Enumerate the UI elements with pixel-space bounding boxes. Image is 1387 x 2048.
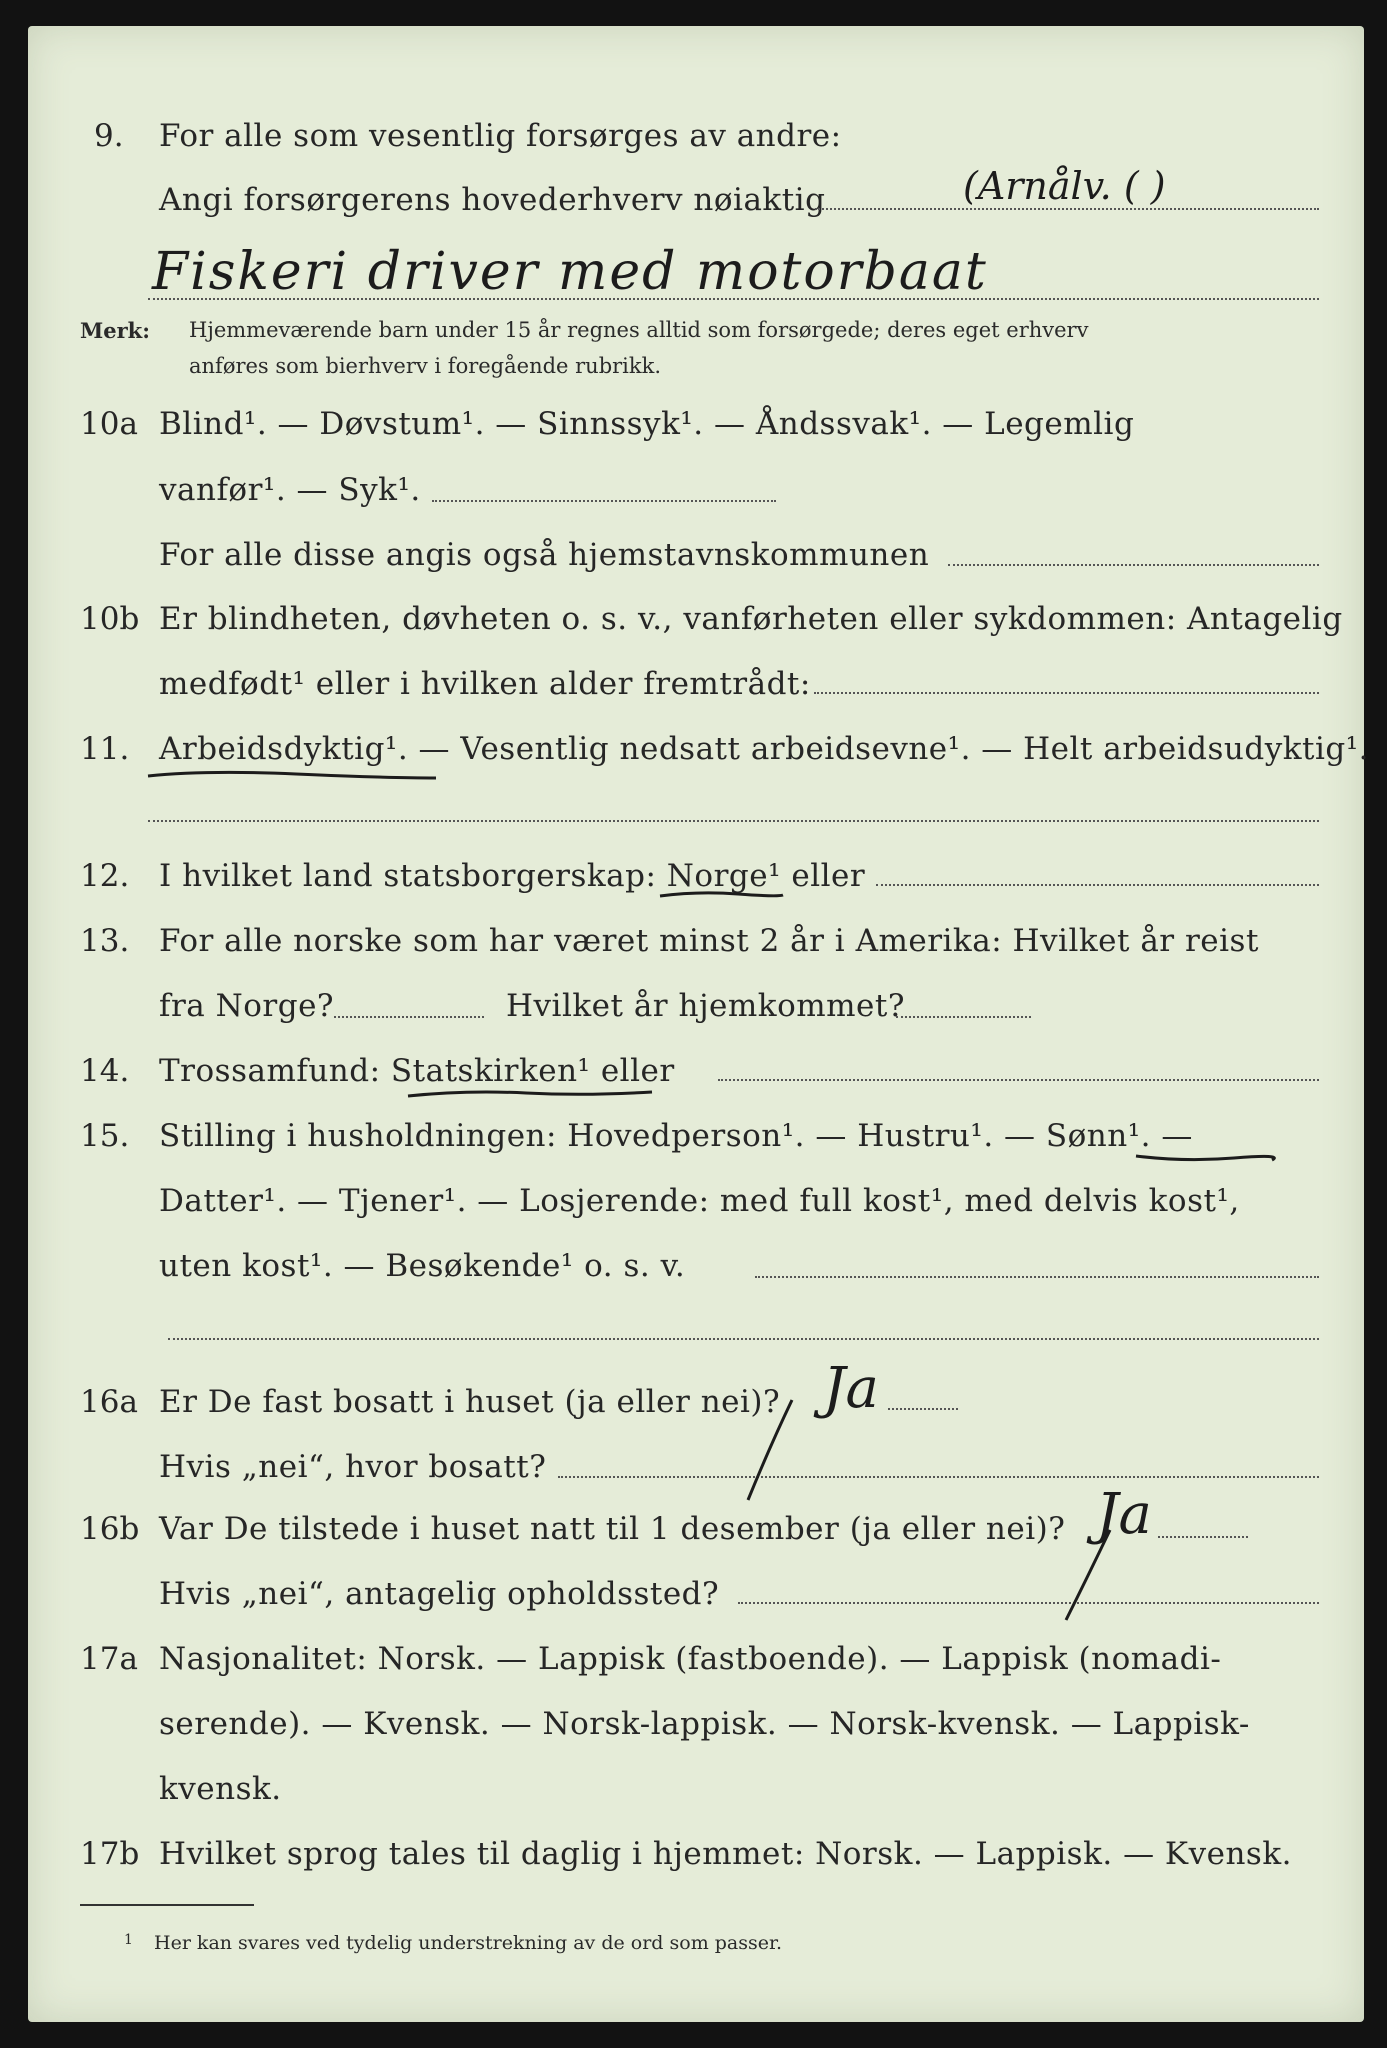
q16b-line1: Var De tilstede i huset natt til 1 desember (ja eller nei)? bbox=[159, 1511, 1066, 1547]
q11-answer-line bbox=[148, 820, 1319, 822]
q16b-number: 16b bbox=[80, 1511, 140, 1547]
q13-line2b: Hvilket år hjemkommet? bbox=[506, 988, 905, 1024]
q10a-syk-line bbox=[432, 500, 776, 502]
q11-line1: Arbeidsdyktig¹. — Vesentlig nedsatt arbeidsevne¹. — Helt arbeidsudyktig¹. bbox=[159, 731, 1370, 767]
q17a-line2: serende). — Kvensk. — Norsk-lappisk. — Norsk-kvensk. — Lappisk- bbox=[159, 1706, 1250, 1742]
q16a-line1: Er De fast bosatt i huset (ja eller nei)? bbox=[159, 1384, 781, 1420]
q9-dotted-line bbox=[815, 208, 1319, 210]
q16b-line2: Hvis „nei“, antagelig opholdssted? bbox=[159, 1576, 720, 1612]
q15-answer-line bbox=[168, 1338, 1319, 1340]
q16b-handwritten-stroke bbox=[1048, 1526, 1118, 1626]
q17b-line1: Hvilket sprog tales til daglig i hjemmet: Norsk. — Lappisk. — Kvensk. bbox=[159, 1836, 1292, 1872]
q14-trossamfund-line bbox=[718, 1079, 1319, 1081]
q17a-number: 17a bbox=[80, 1641, 138, 1677]
q13-reist-line bbox=[334, 1016, 484, 1018]
q15-number: 15. bbox=[80, 1118, 130, 1154]
q13-line2a: fra Norge? bbox=[159, 988, 335, 1024]
q16a-handwritten-answer: Ja bbox=[823, 1356, 879, 1421]
q9-line2: Angi forsørgerens hovederhverv nøiaktig bbox=[159, 182, 826, 218]
merk-line1: Hjemmeværende barn under 15 år regnes alltid som forsørgede; deres eget erhverv bbox=[189, 318, 1089, 342]
q12-handwritten-underline bbox=[658, 888, 788, 902]
q11-handwritten-underline bbox=[146, 766, 446, 786]
q10b-number: 10b bbox=[80, 601, 140, 637]
q10b-alder-line bbox=[814, 692, 1319, 694]
q15-line1: Stilling i husholdningen: Hovedperson¹. — Hustru¹. — Sønn¹. — bbox=[159, 1118, 1193, 1154]
q15-besokende-line bbox=[755, 1276, 1319, 1278]
q9-handwritten-note: (Arnålv. ( ) bbox=[963, 164, 1166, 208]
q12-line1: I hvilket land statsborgerskap: Norge¹ eller bbox=[159, 858, 866, 894]
footnote-rule bbox=[80, 1904, 254, 1906]
q9-number: 9. bbox=[94, 118, 124, 154]
q12-land-line bbox=[876, 884, 1319, 886]
q15-line3: uten kost¹. — Besøkende¹ o. s. v. bbox=[159, 1248, 686, 1284]
q10a-hjemstavn-line bbox=[948, 564, 1319, 566]
q17b-number: 17b bbox=[80, 1836, 140, 1872]
q9-handwritten-answer: Fiskeri driver med motorbaat bbox=[152, 242, 988, 302]
merk-label: Merk: bbox=[80, 318, 150, 343]
q16a-number: 16a bbox=[80, 1384, 138, 1420]
q13-hjemkommet-line bbox=[896, 1016, 1031, 1018]
q16b-answer-line bbox=[1158, 1536, 1248, 1538]
q10a-line2: vanfør¹. — Syk¹. bbox=[159, 472, 421, 508]
q13-line1: For alle norske som har været minst 2 år i Amerika: Hvilket år reist bbox=[159, 923, 1259, 959]
q16b-handwritten-answer: Ja bbox=[1096, 1482, 1152, 1547]
q14-line1: Trossamfund: Statskirken¹ eller bbox=[159, 1053, 675, 1089]
q14-number: 14. bbox=[80, 1053, 130, 1089]
q17a-line1: Nasjonalitet: Norsk. — Lappisk (fastboende). — Lappisk (nomadi- bbox=[159, 1641, 1222, 1677]
footnote-mark: 1 bbox=[124, 1932, 133, 1948]
q14-handwritten-underline bbox=[406, 1084, 656, 1104]
q11-number: 11. bbox=[80, 731, 130, 767]
census-form-page bbox=[28, 26, 1370, 2022]
merk-line2: anføres som bierhverv i foregående rubrikk. bbox=[189, 354, 662, 378]
q9-line1: For alle som vesentlig forsørges av andre: bbox=[159, 118, 842, 154]
q16a-handwritten-stroke bbox=[740, 1396, 800, 1506]
footnote-text: Her kan svares ved tydelig understrekning av de ord som passer. bbox=[154, 1932, 783, 1954]
q16a-bosatt-line bbox=[558, 1476, 1319, 1478]
q10a-number: 10a bbox=[80, 406, 138, 442]
q9-answer-line bbox=[148, 298, 1319, 300]
q16b-opholdssted-line bbox=[738, 1602, 1319, 1604]
q10b-line2: medfødt¹ eller i hvilken alder fremtrådt: bbox=[159, 666, 811, 702]
q10b-line1: Er blindheten, døvheten o. s. v., vanførheten eller sykdommen: Antagelig bbox=[159, 601, 1343, 637]
q12-number: 12. bbox=[80, 858, 130, 894]
q10a-line3: For alle disse angis også hjemstavnskommunen bbox=[159, 537, 930, 573]
q16a-answer-line bbox=[888, 1408, 958, 1410]
q16a-line2: Hvis „nei“, hvor bosatt? bbox=[159, 1449, 547, 1485]
q10a-line1: Blind¹. — Døvstum¹. — Sinnssyk¹. — Åndssvak¹. — Legemlig bbox=[159, 406, 1135, 442]
q17a-line3: kvensk. bbox=[159, 1771, 282, 1807]
q13-number: 13. bbox=[80, 923, 130, 959]
q15-line2: Datter¹. — Tjener¹. — Losjerende: med full kost¹, med delvis kost¹, bbox=[159, 1183, 1240, 1219]
q15-handwritten-underline bbox=[1134, 1150, 1274, 1166]
